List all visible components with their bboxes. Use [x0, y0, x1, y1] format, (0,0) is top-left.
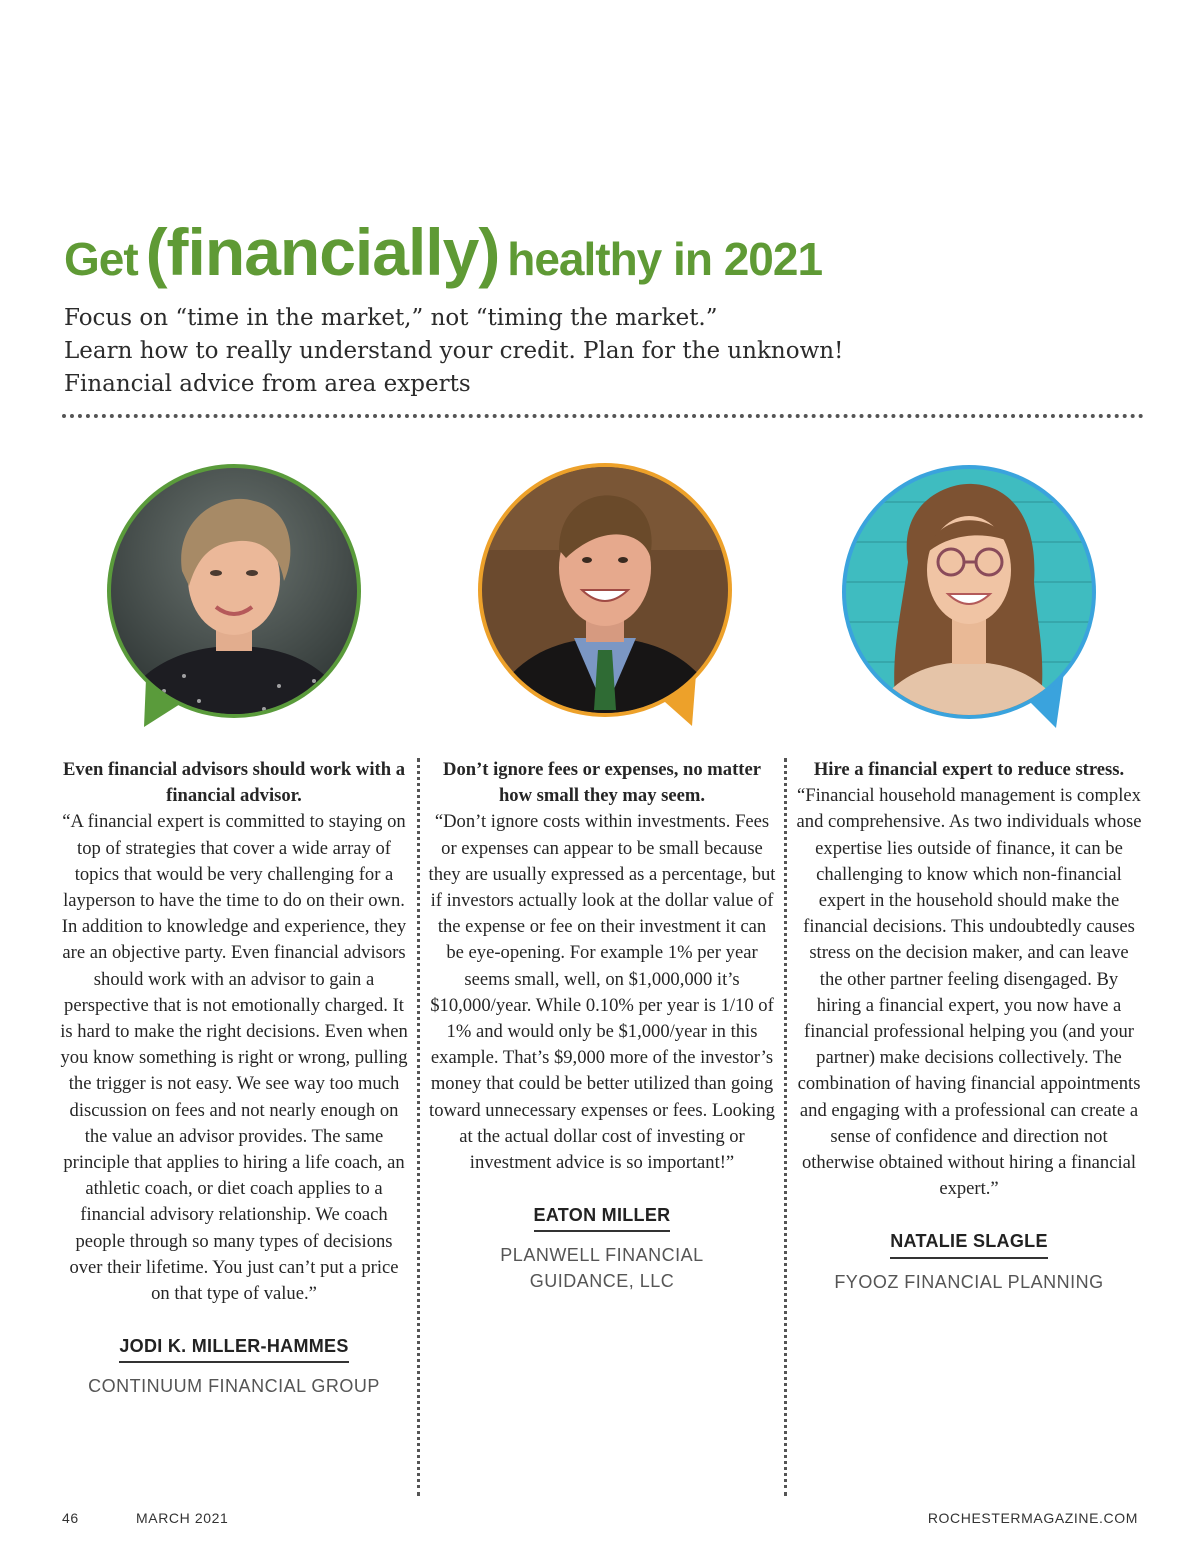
portrait-woman-glasses-icon [838, 462, 1100, 730]
headline-part-3: healthy in 2021 [507, 233, 823, 285]
expert-name: NATALIE SLAGLE [890, 1228, 1048, 1258]
expert-column-1 [60, 757, 408, 1399]
expert-quote: “Financial household management is complex and comprehensive. As two individuals whose expertise lies outside of finance, it can be challenging to know which non-financial expert in the household should make the financial decisions. This undoubtedly causes stress on the decision maker, and can leave the other partner feeling disengaged. By hiring a financial expert, you now have a financial professional helping you (and your partner) make decisions collectively. The combination of having financial appointments and engaging with a professional can create a sense of confidence and direction not otherwise obtained without hiring a financial expert.” [796, 785, 1142, 1200]
expert-name: EATON MILLER [534, 1202, 671, 1232]
subhead-line-2: Learn how to really understand your credit. Plan for the unknown! [64, 338, 844, 364]
headline-part-1: Get [64, 233, 138, 285]
expert-column-2 [428, 757, 776, 1294]
expert-photo-1 [104, 461, 366, 729]
expert-photo-3 [838, 462, 1100, 730]
website-link[interactable]: ROCHESTERMAGAZINE.COM [927, 1510, 1138, 1526]
tip-title: Even financial advisors should work with a financial advisor. [63, 759, 405, 807]
expert-quote: “A financial expert is committed to staying on top of strategies that cover a wide array of topics that would be very challenging for a layperson to have the time to do on their own. In addition to knowledge and experience, they are an objective party. Even financial advisors should work with an advisor to gain a perspective that is not emotionally charged. It is hard to make the right decisions. Even when you know something is right or wrong, pulling the trigger is not easy. We see way too much discussion on fees and not nearly enough on the value an advisor provides. The same principle that applies to hiring a life coach, an athletic coach, or diet coach applies to a financial advisory relationship. We coach people through so many types of decisions over their lifetime. You just can’t put a price on that type of value.” [60, 811, 408, 1305]
expert-company: PLANWELL FINANCIAL GUIDANCE, LLC [500, 1245, 704, 1292]
portrait-woman-short-hair-icon [104, 461, 366, 729]
tip-title: Hire a financial expert to reduce stress. [813, 759, 1125, 780]
column-divider-1 [417, 758, 420, 1496]
dotted-divider [62, 414, 1144, 418]
expert-photo-2 [474, 460, 736, 728]
column-divider-2 [784, 758, 787, 1496]
subhead-line-3: Financial advice from area experts [64, 371, 471, 397]
issue-date: MARCH 2021 [136, 1510, 229, 1526]
subhead [64, 302, 1144, 401]
headline-part-2: (financially) [145, 215, 500, 289]
expert-column-3 [796, 757, 1142, 1295]
page-number: 46 [62, 1510, 79, 1526]
portrait-man-suit-icon [474, 460, 736, 728]
expert-company: FYOOZ FINANCIAL PLANNING [834, 1271, 1104, 1292]
headline [64, 214, 822, 290]
expert-company: CONTINUUM FINANCIAL GROUP [88, 1376, 380, 1397]
tip-title: Don’t ignore fees or expenses, no matter how small they may seem. [443, 759, 761, 807]
expert-name: JODI K. MILLER-HAMMES [119, 1333, 348, 1363]
expert-quote: “Don’t ignore costs within investments. Fees or expenses can appear to be small because they are usually expressed as a percentage, but if investors actually look at the dollar value of the expense or fee on their investment it can be eye-opening. For example 1% per year seems small, well, on $1,000,000 it’s $10,000/year. While 0.10% per year is 1/10 of 1% and would only be $1,000/year in this example. That’s $9,000 more of the investor’s money that could be better utilized than going toward unnecessary expenses or fees. Looking at the actual dollar cost of investing or investment advice is so important!” [428, 811, 776, 1174]
subhead-line-1: Focus on “time in the market,” not “timing the market.” [64, 305, 718, 331]
